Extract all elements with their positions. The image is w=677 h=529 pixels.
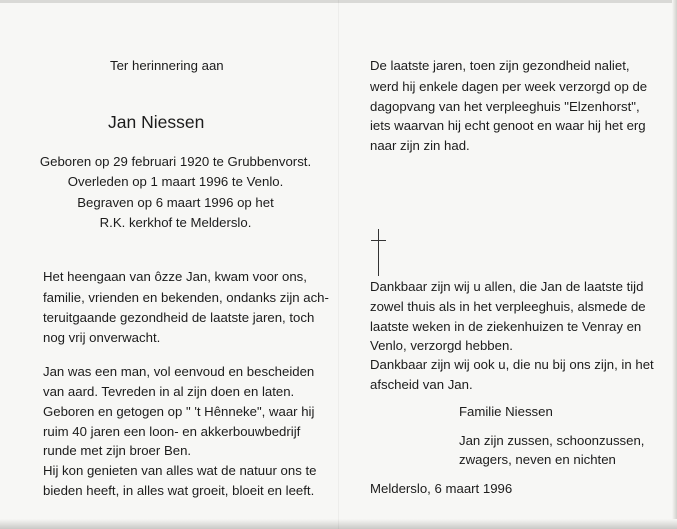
- left-para1-line: nog vrij onverwacht.: [43, 330, 161, 345]
- left-para2-line: ruim 40 jaren een loon- en akkerbouwbedrijf: [43, 424, 301, 439]
- intro-text: Ter herinnering aan: [110, 58, 224, 73]
- left-para1-line: teruitgaande gezondheid de laatste jaren, toch: [43, 310, 315, 325]
- right-para2-line: Dankbaar zijn wij ook u, die nu bij ons zijn, in het: [370, 357, 654, 372]
- left-para2-line: Geboren en getogen op " 't Hênneke", waar hij: [43, 404, 315, 419]
- relatives-line: zwagers, neven en nichten: [459, 452, 616, 467]
- left-para1-line: Het heengaan van ôzze Jan, kwam voor ons,: [43, 269, 307, 284]
- birth-line: Geboren op 29 februari 1920 te Grubbenvorst.: [39, 154, 312, 169]
- left-para2-line: Hij kon genieten van alles wat de natuur ons te: [43, 463, 317, 478]
- family-signature: Familie Niessen: [459, 404, 553, 419]
- cross-icon-bar: [371, 240, 386, 241]
- place-date: Melderslo, 6 maart 1996: [370, 481, 513, 496]
- card-edge-right: [672, 0, 677, 529]
- deceased-name: Jan Niessen: [108, 112, 205, 132]
- relatives-line: Jan zijn zussen, schoonzussen,: [459, 433, 645, 448]
- right-para1-line: iets waarvan hij echt genoot en waar hij het erg: [370, 118, 646, 133]
- right-para2-line: Venlo, verzorgd hebben.: [370, 338, 513, 353]
- card-fold: [338, 0, 339, 529]
- left-para2-line: van aard. Tevreden in al zijn doen en laten.: [43, 384, 295, 399]
- burial-line-1: Begraven op 6 maart 1996 op het: [77, 195, 274, 210]
- right-para1-line: naar zijn zin had.: [370, 138, 470, 153]
- right-para2-line: zowel thuis als in het verpleeghuis, alsmede de: [370, 299, 646, 314]
- right-para2-line: afscheid van Jan.: [370, 377, 473, 392]
- cross-icon: [378, 229, 379, 276]
- left-para2-line: bieden heeft, in alles wat groeit, bloeit en leeft.: [43, 483, 315, 498]
- burial-line-2: R.K. kerkhof te Melderslo.: [99, 215, 252, 230]
- right-para2-line: Dankbaar zijn wij u allen, die Jan de laatste tijd: [370, 279, 644, 294]
- death-line: Overleden op 1 maart 1996 te Venlo.: [67, 174, 284, 189]
- right-para1-line: dagopvang van het verpleeghuis "Elzenhorst",: [370, 99, 640, 114]
- right-para1-line: werd hij enkele dagen per week verzorgd op de: [370, 79, 648, 94]
- left-para2-line: runde met zijn broer Ben.: [43, 443, 192, 458]
- left-para1-line: familie, vrienden en bekenden, ondanks zijn ach-: [43, 290, 329, 305]
- right-para2-line: laatste weken in de ziekenhuizen te Venray en: [370, 319, 642, 334]
- left-para2-line: Jan was een man, vol eenvoud en bescheiden: [43, 364, 315, 379]
- right-para1-line: De laatste jaren, toen zijn gezondheid naliet,: [370, 58, 630, 73]
